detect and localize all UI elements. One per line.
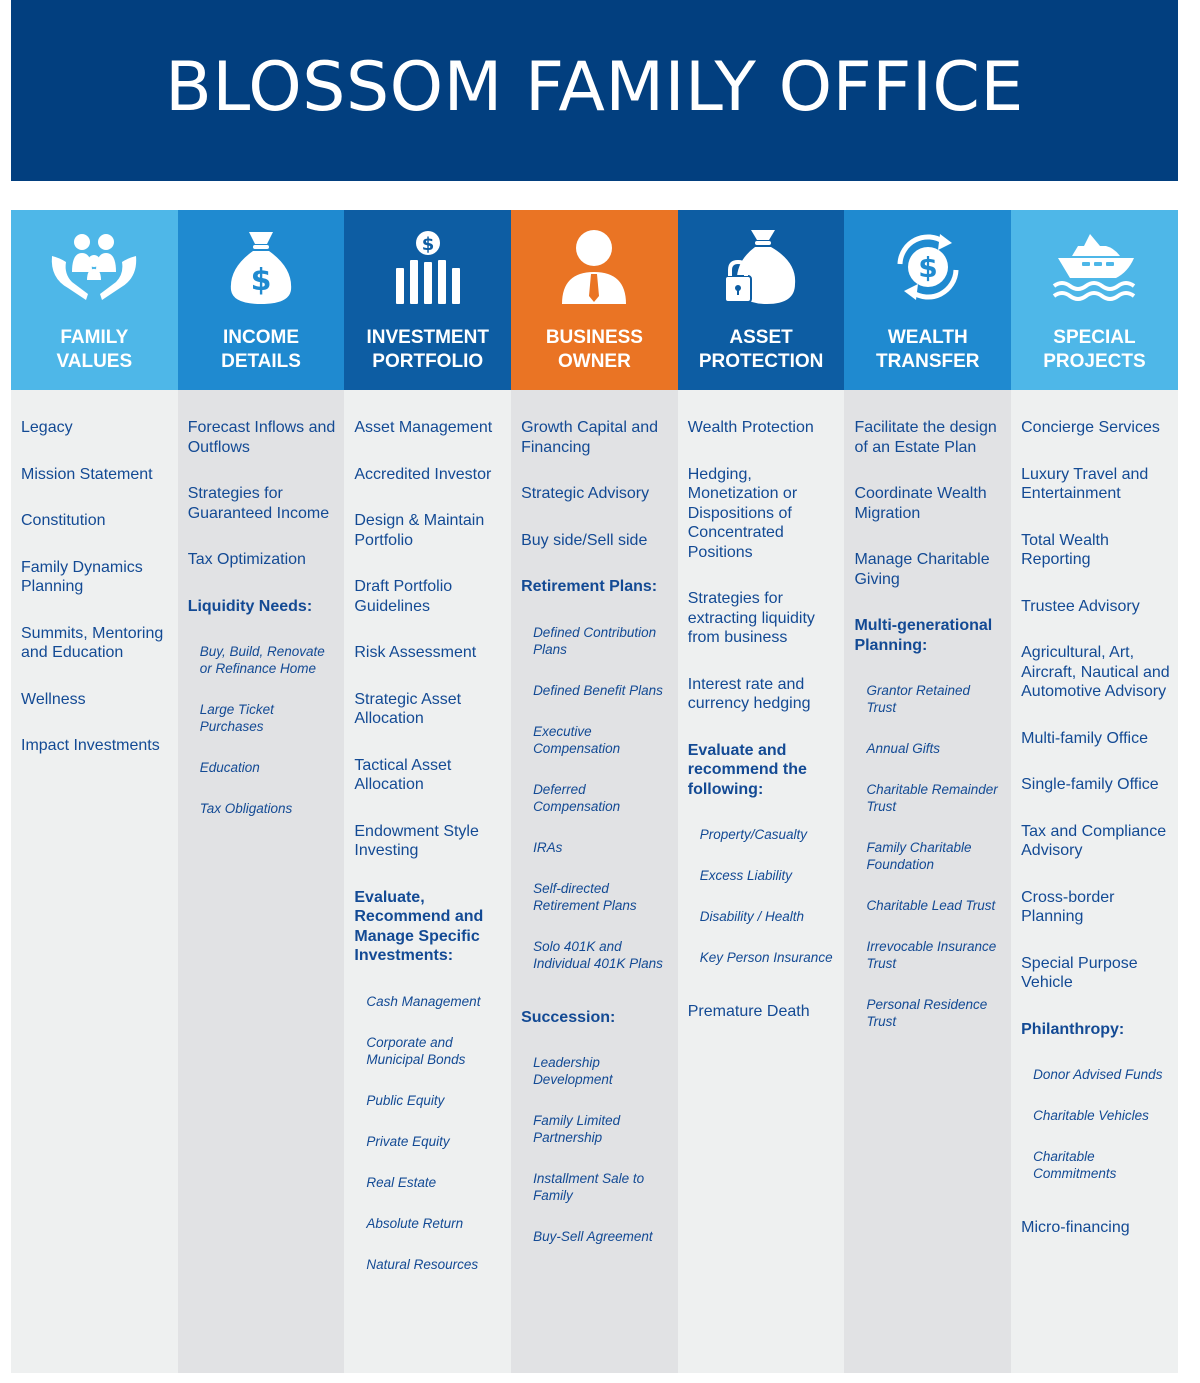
column-body [1011, 390, 1178, 1373]
sub-list-item: Property/Casualty [699, 827, 808, 842]
list-item: Asset Management [354, 419, 493, 436]
list-item: Strategic Asset Allocation [354, 690, 462, 727]
list-item: Strategies for extracting liquidity from business [687, 590, 815, 646]
list-item: Constitution [21, 512, 106, 529]
sub-list-item: Charitable Remainder Trust [866, 782, 998, 814]
section-heading: Multi-generational Planning: [854, 617, 993, 654]
list-item: Strategies for Guaranteed Income [187, 485, 330, 522]
sub-list-item: Buy, Build, Renovate or Refinance Home [199, 644, 325, 676]
sub-list-item: Deferred Compensation [533, 781, 621, 814]
list-item: Tax Optimization [187, 551, 306, 568]
list-item: Growth Capital and Financing [521, 419, 659, 456]
column-title: WEALTH TRANSFER [876, 327, 980, 372]
money-bag-icon [211, 228, 311, 306]
sub-list-item: Education [199, 760, 260, 775]
column-income-details [178, 210, 345, 1373]
column-body [844, 390, 1011, 1373]
service-columns [11, 210, 1178, 1373]
section-heading: Liquidity Needs: [187, 597, 313, 615]
list-item: Hedging, Monetization or Dispositions of Concentrated Positions [687, 465, 798, 561]
list-item: Risk Assessment [354, 644, 477, 661]
list-item: Buy side/Sell side [521, 531, 648, 549]
section-heading: Succession: [521, 1008, 616, 1026]
list-item: Tax and Compliance Advisory [1021, 822, 1167, 859]
svg-text:$: $ [918, 251, 938, 284]
list-item: Tactical Asset Allocation [354, 756, 452, 793]
list-item: Cross-border Planning [1021, 888, 1115, 925]
list-item: Facilitate the design of an Estate Plan [854, 419, 997, 456]
dollar-cycle-icon [878, 228, 978, 306]
column-body [11, 390, 178, 1373]
column-special-projects [1011, 210, 1178, 1373]
list-item: Forecast Inflows and Outflows [187, 419, 336, 456]
section-heading: Philanthropy: [1021, 1020, 1125, 1038]
list-item: Luxury Travel and Entertainment [1021, 465, 1149, 502]
sub-list-item: Donor Advised Funds [1033, 1067, 1163, 1082]
column-business-owner [511, 210, 678, 1373]
list-item: Wellness [21, 690, 86, 708]
list-item: Design & Maintain Portfolio [354, 512, 485, 549]
businessman-icon [544, 228, 644, 306]
list-item: Manage Charitable Giving [854, 551, 990, 588]
list-item: Mission Statement [21, 465, 153, 483]
column-title: FAMILY VALUES [56, 327, 133, 372]
column-header [344, 210, 511, 390]
list-item: Agricultural, Art, Aircraft, Nautical and Automotive Advisory [1021, 644, 1170, 700]
title-banner [11, 0, 1178, 181]
section-heading: Retirement Plans: [521, 578, 658, 595]
sub-list-item: Key Person Insurance [699, 950, 833, 965]
sub-list-item: Charitable Commitments [1033, 1149, 1117, 1181]
sub-list-item: Natural Resources [366, 1256, 479, 1272]
sub-list-item: Cash Management [366, 993, 481, 1009]
list-item: Strategic Advisory [521, 485, 650, 502]
sub-list-item: Charitable Lead Trust [866, 898, 996, 913]
list-item: Micro-financing [1021, 1219, 1130, 1236]
column-title: SPECIAL PROJECTS [1043, 327, 1146, 372]
sub-list-item: Public Equity [366, 1092, 445, 1108]
list-item: Special Purpose Vehicle [1021, 954, 1138, 991]
column-title: INCOME DETAILS [221, 327, 301, 372]
sub-list-item: Charitable Vehicles [1033, 1108, 1149, 1123]
list-item: Coordinate Wealth Migration [854, 485, 987, 522]
column-header [11, 210, 178, 390]
column-header [678, 210, 845, 390]
column-body [678, 390, 845, 1373]
list-item: Endowment Style Investing [354, 822, 479, 859]
sub-list-item: Absolute Return [366, 1215, 464, 1231]
sub-list-item: Corporate and Municipal Bonds [366, 1034, 466, 1067]
family-hands-icon [44, 228, 144, 306]
svg-text:$: $ [421, 234, 434, 255]
sub-list-item: Annual Gifts [866, 741, 940, 756]
sub-list-item: Installment Sale to Family [533, 1171, 645, 1203]
sub-list-item: Family Limited Partnership [533, 1113, 621, 1145]
list-item: Total Wealth Reporting [1021, 531, 1109, 568]
sub-list-item: Executive Compensation [533, 723, 621, 756]
list-item: Interest rate and currency hedging [687, 675, 811, 712]
sub-list-item: Private Equity [366, 1133, 450, 1149]
sub-list-item: Solo 401K and Individual 401K Plans [533, 938, 663, 971]
column-header [511, 210, 678, 390]
sub-list-item: Self-directed Retirement Plans [533, 880, 637, 913]
sub-list-item: Real Estate [366, 1174, 437, 1190]
sub-list-item: Buy-Sell Agreement [533, 1229, 653, 1244]
list-item: Wealth Protection [687, 419, 814, 436]
list-item: Single-family Office [1021, 776, 1159, 793]
sub-list-item: Excess Liability [699, 868, 793, 883]
page-title: BLOSSOM FAMILY OFFICE [165, 48, 1024, 127]
list-item: Premature Death [687, 1003, 810, 1020]
column-title: ASSET PROTECTION [698, 327, 824, 372]
column-investment-portfolio [344, 210, 511, 1373]
list-item: Summits, Mentoring and Education [21, 624, 164, 661]
section-heading: Evaluate and recommend the following: [687, 741, 807, 798]
list-item: Family Dynamics Planning [21, 558, 143, 595]
column-body [344, 390, 511, 1373]
sub-list-item: Defined Contribution Plans [533, 624, 657, 657]
sub-list-item: Irrevocable Insurance Trust [866, 939, 997, 971]
column-wealth-transfer [844, 210, 1011, 1373]
column-header [844, 210, 1011, 390]
column-header [1011, 210, 1178, 390]
section-heading: Evaluate, Recommend and Manage Specific Investments: [354, 888, 484, 964]
list-item: Trustee Advisory [1021, 597, 1140, 615]
list-item: Impact Investments [21, 737, 160, 754]
sub-list-item: Large Ticket Purchases [199, 702, 274, 734]
dollar-bar-chart-icon [378, 228, 478, 306]
sub-list-item: Disability / Health [699, 909, 805, 924]
locked-bag-icon [711, 228, 811, 306]
sub-list-item: Family Charitable Foundation [866, 840, 972, 872]
column-header [178, 210, 345, 390]
list-item: Accredited Investor [354, 465, 492, 483]
column-body [178, 390, 345, 1373]
list-item: Concierge Services [1021, 419, 1160, 436]
sub-list-item: Tax Obligations [199, 801, 293, 816]
list-item: Multi-family Office [1021, 729, 1148, 747]
yacht-icon [1044, 228, 1144, 306]
sub-list-item: Grantor Retained Trust [866, 683, 970, 715]
sub-list-item: Personal Residence Trust [866, 997, 988, 1029]
column-family-values [11, 210, 178, 1373]
sub-list-item: IRAs [533, 839, 563, 855]
column-body [511, 390, 678, 1373]
column-asset-protection [678, 210, 845, 1373]
sub-list-item: Defined Benefit Plans [533, 682, 663, 698]
column-title: BUSINESS OWNER [545, 327, 643, 372]
list-item: Legacy [21, 419, 73, 436]
list-item: Draft Portfolio Guidelines [354, 578, 453, 615]
sub-list-item: Leadership Development [533, 1055, 613, 1087]
column-title: INVESTMENT PORTFOLIO [366, 327, 489, 372]
svg-text:$: $ [250, 263, 272, 298]
